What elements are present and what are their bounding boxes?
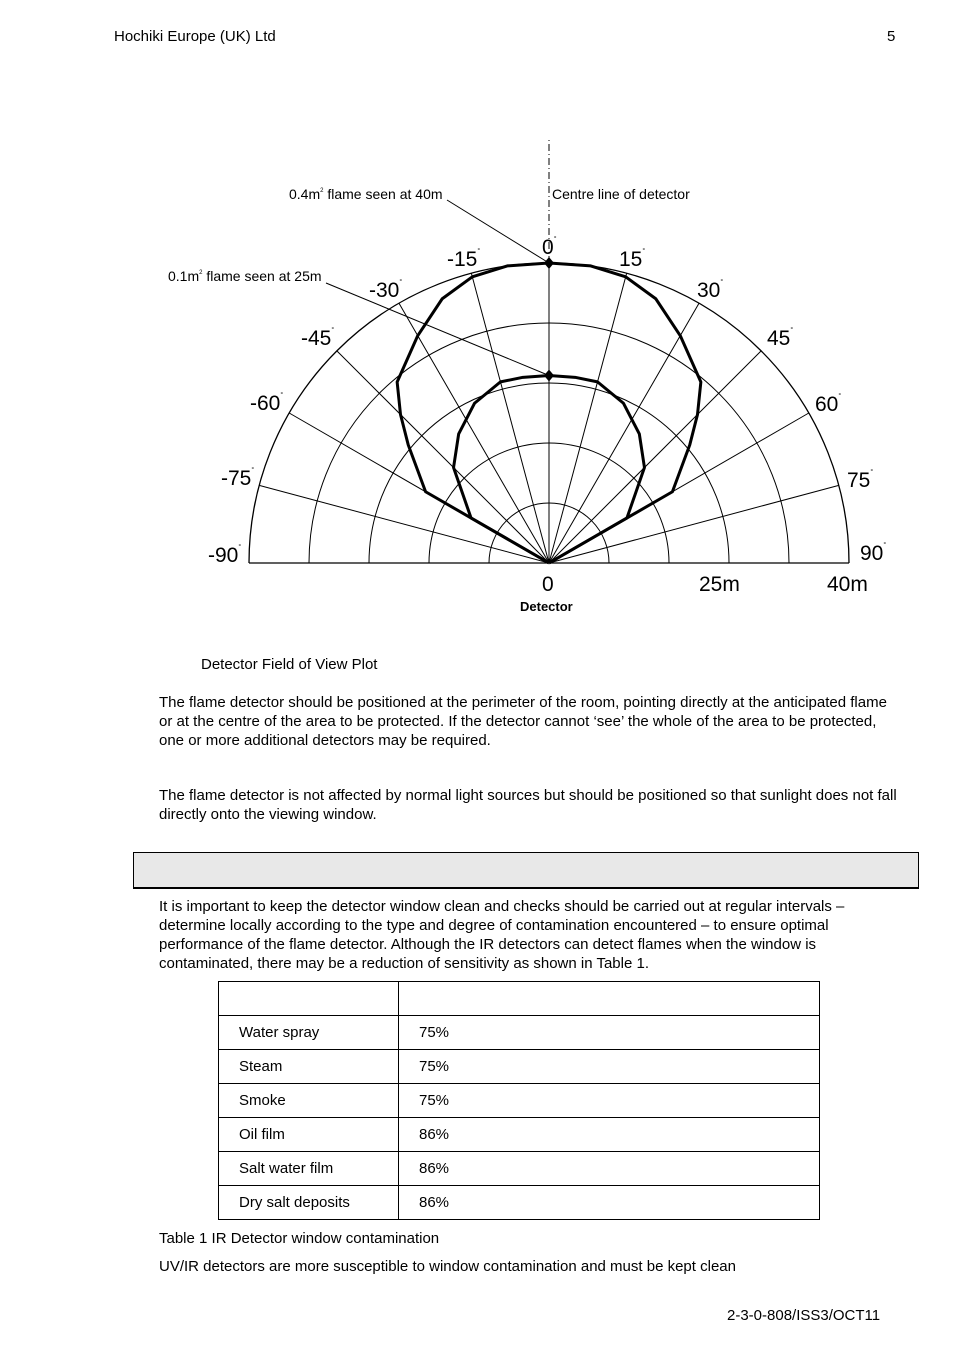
- angle-label: -90°: [208, 544, 242, 567]
- table-cell-value: 86%: [399, 1186, 820, 1220]
- table-cell-condition: Oil film: [219, 1118, 399, 1152]
- table-header-cell: [219, 982, 399, 1016]
- angle-label: 15°: [619, 248, 646, 271]
- table-row: [219, 1016, 820, 1050]
- angle-label: 90°: [860, 542, 887, 565]
- table-row: [219, 1152, 820, 1186]
- paragraph-sunlight: The flame detector is not affected by normal light sources but should be positioned so that sunlight does not fall directly onto the viewing window.: [159, 787, 897, 823]
- angle-label: -75°: [221, 467, 255, 490]
- table-row: [219, 1050, 820, 1084]
- grid-spoke: [549, 485, 839, 563]
- grid-spoke: [549, 303, 699, 563]
- paragraph-positioning: The flame detector should be positioned at the perimeter of the room, pointing directly at the anticipated flame or at the centre of the area to be protected. If the detector cannot ‘see’ the whole of the area to be protected, one or more additional detectors may be required.: [159, 694, 887, 749]
- annotation-large-flame: $0.4m^2$ flame seen at 40m: [289, 186, 443, 202]
- table-row: [219, 1186, 820, 1220]
- table-caption: Table 1 IR Detector window contamination: [159, 1230, 440, 1247]
- angle-label: -15°: [447, 248, 481, 271]
- paragraph-uv-ir-note: UV/IR detectors are more susceptible to window contamination and must be kept clean: [159, 1258, 736, 1275]
- footer-doc-ref: 2-3-0-808/ISS3/OCT11: [727, 1307, 881, 1324]
- annotation-small-flame: $0.1m^2$ flame seen at 25m: [168, 268, 322, 284]
- table-cell-value: 75%: [399, 1016, 820, 1050]
- table-cell-value: 86%: [399, 1118, 820, 1152]
- paragraph-cleaning: It is important to keep the detector window clean and checks should be carried out at regular intervals – determine locally according to the type and degree of contamination encountered – to ensure optimal performance of the flame detector. Although the IR detectors can detect flames when the window is contaminated, there may be a reduction of sensitivity as shown in Table 1.: [159, 898, 845, 972]
- field-of-view-plot: [0, 0, 954, 650]
- angle-label: 0°: [542, 236, 557, 259]
- table-cell-value: 86%: [399, 1152, 820, 1186]
- contamination-table: [218, 981, 820, 1220]
- leader-line-25m: [326, 283, 549, 376]
- angle-label: 45°: [767, 327, 794, 350]
- header-company: Hochiki Europe (UK) Ltd: [114, 28, 276, 45]
- table-header-cell: [399, 982, 820, 1016]
- grid-spoke: [549, 273, 627, 563]
- distance-label: 40m: [827, 573, 868, 596]
- table-row: [219, 1084, 820, 1118]
- origin-label: Detector: [520, 599, 573, 614]
- distance-label: 0: [542, 573, 554, 596]
- grid-spoke: [259, 485, 549, 563]
- table-cell-condition: Water spray: [219, 1016, 399, 1050]
- table-cell-condition: Smoke: [219, 1084, 399, 1118]
- angle-label: -60°: [250, 392, 284, 415]
- angle-label: 60°: [815, 393, 842, 416]
- grid-spoke: [471, 273, 549, 563]
- section-heading-bar: [133, 852, 919, 889]
- table-cell-condition: Steam: [219, 1050, 399, 1084]
- header-page-number: 5: [887, 28, 896, 45]
- table-row: [219, 1118, 820, 1152]
- grid-spoke: [399, 303, 549, 563]
- centre-line-label: Centre line of detector: [552, 186, 690, 202]
- angle-label: -45°: [301, 327, 335, 350]
- table-cell-value: 75%: [399, 1084, 820, 1118]
- table-cell-value: 75%: [399, 1050, 820, 1084]
- table-cell-condition: Dry salt deposits: [219, 1186, 399, 1220]
- angle-label: 30°: [697, 279, 724, 302]
- grid-spoke: [549, 351, 761, 563]
- table-cell-condition: Salt water film: [219, 1152, 399, 1186]
- distance-label: 25m: [699, 573, 740, 596]
- angle-label: -30°: [369, 279, 403, 302]
- grid-spoke: [337, 351, 549, 563]
- angle-label: 75°: [847, 469, 874, 492]
- table-header-row: [219, 982, 820, 1016]
- figure-caption: Detector Field of View Plot: [201, 656, 378, 673]
